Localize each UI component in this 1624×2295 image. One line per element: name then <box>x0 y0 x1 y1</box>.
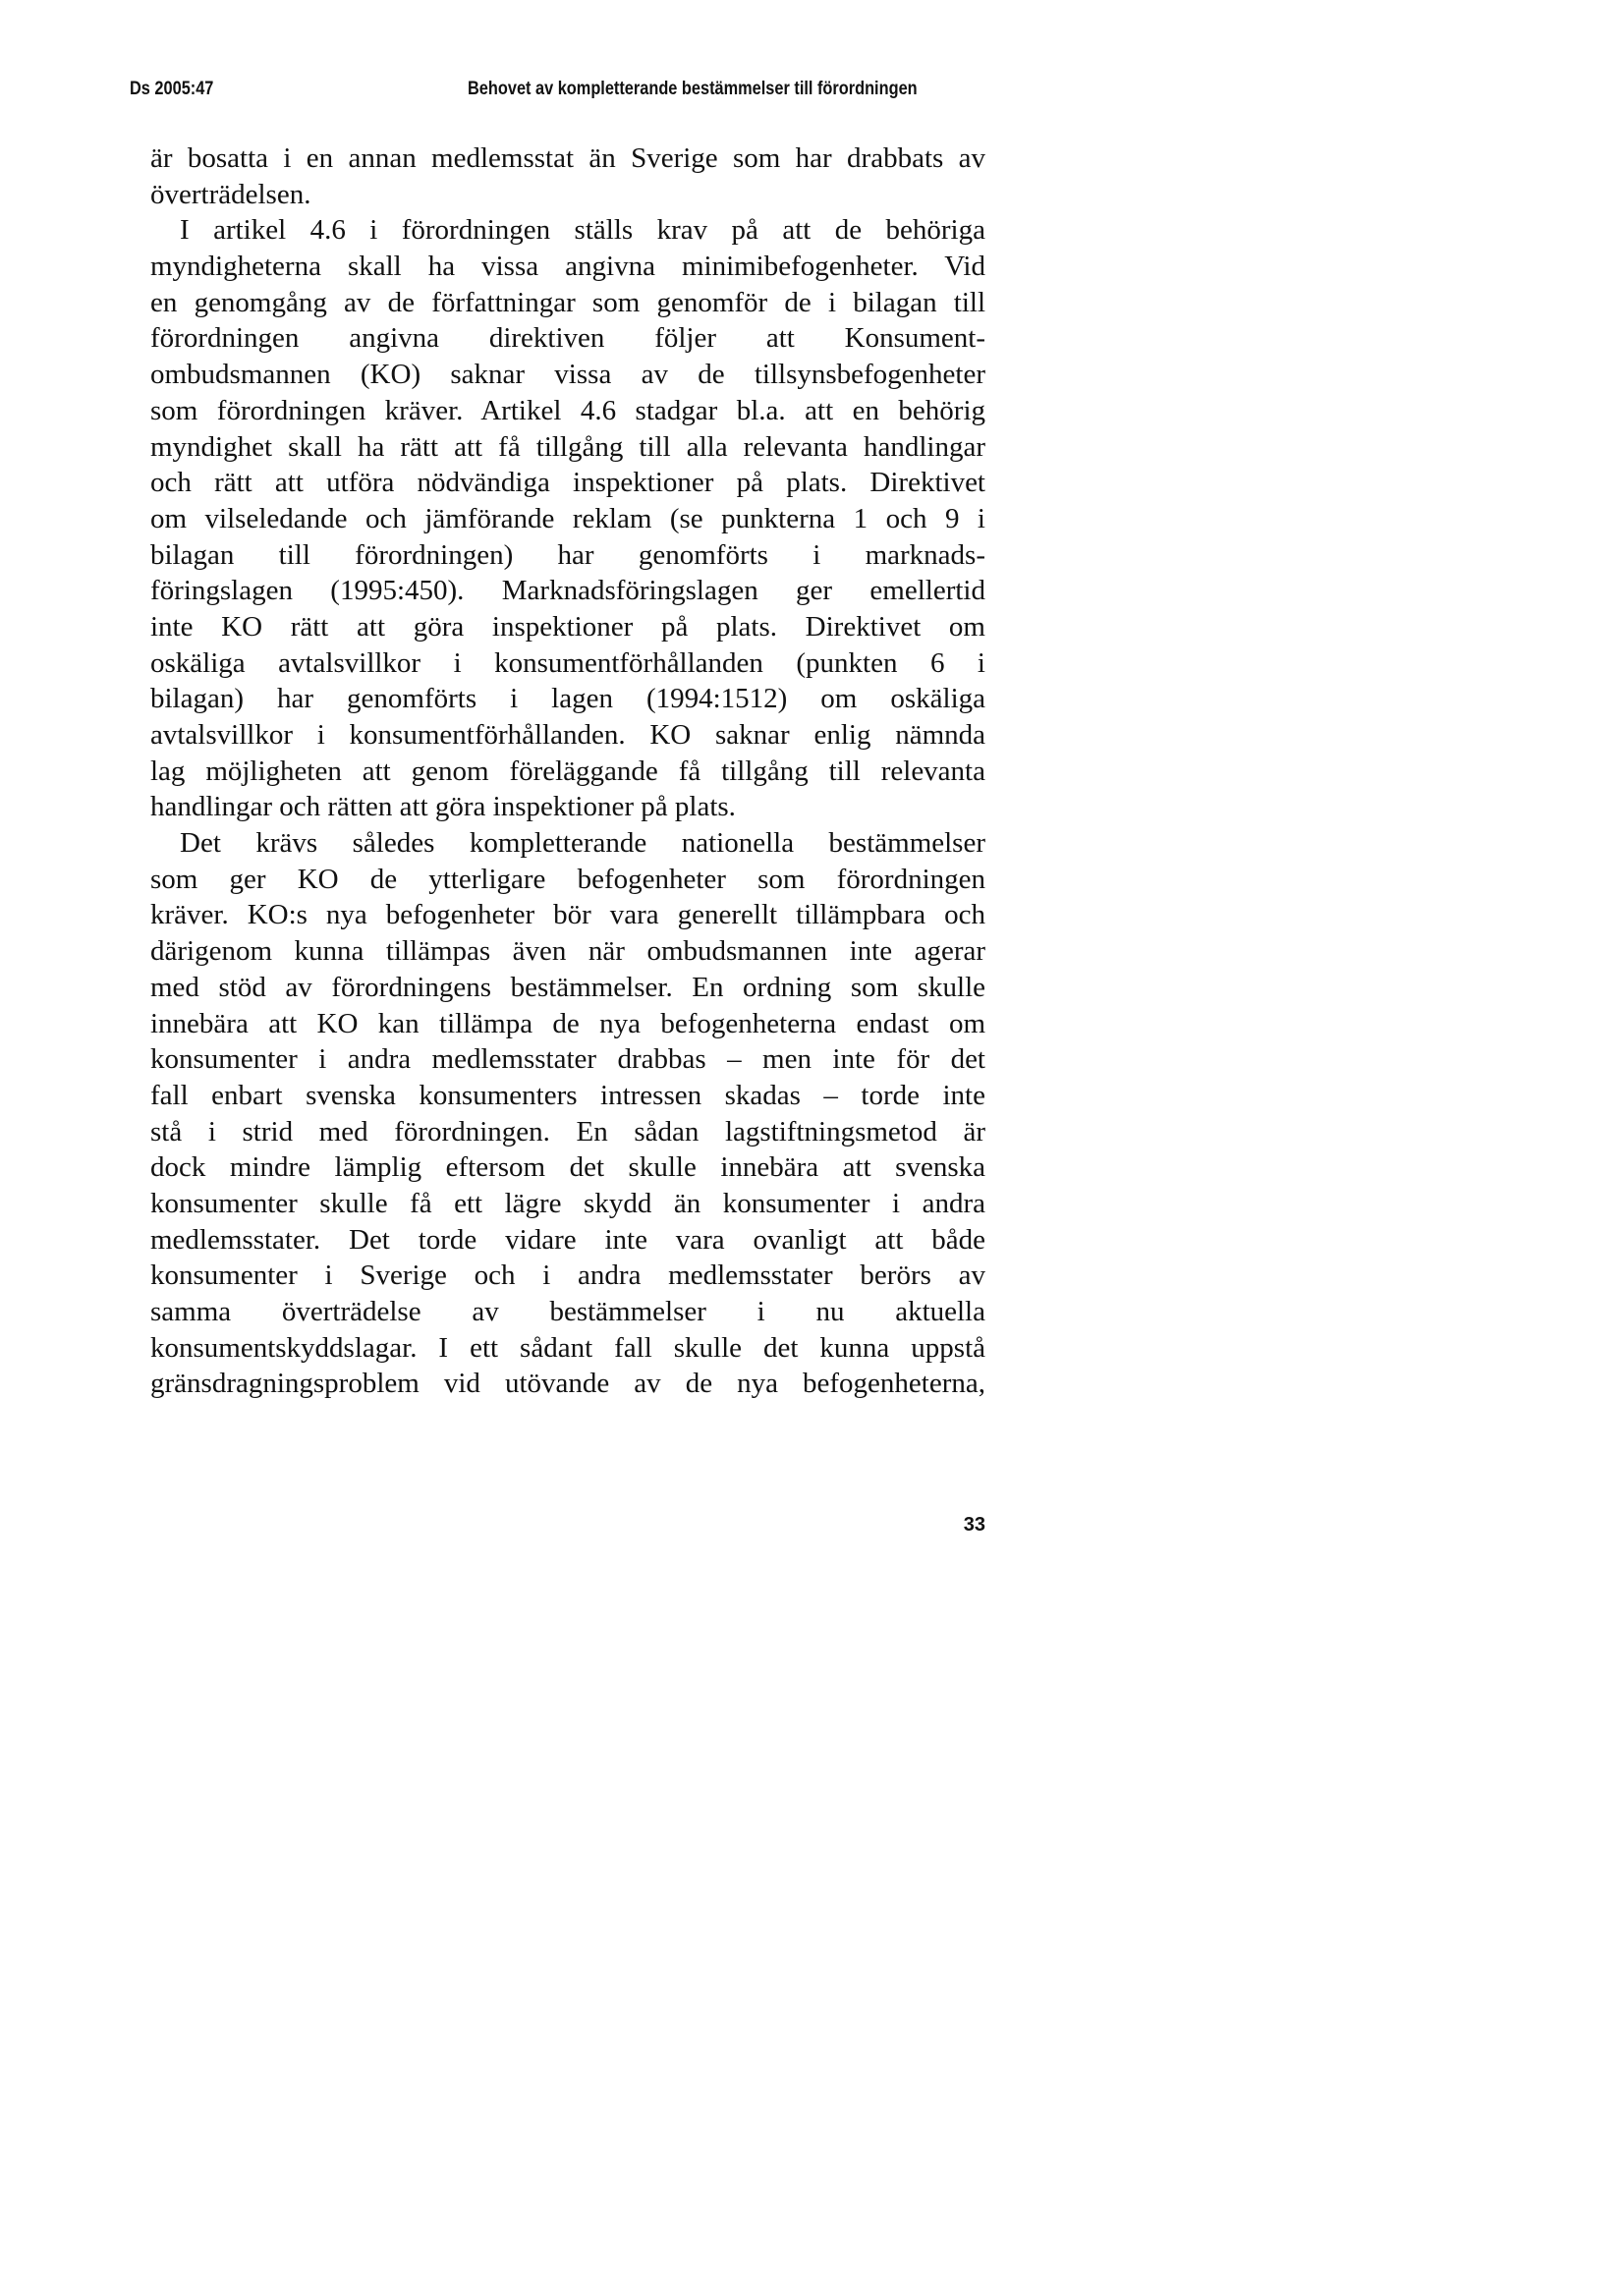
text-line: gränsdragningsproblem vid utövande av de nya befogenheterna, <box>150 1368 985 1400</box>
text-line: därigenom kunna tillämpas även när ombudsmannen inte agerar <box>150 935 985 968</box>
text-line: konsumenter skulle få ett lägre skydd än konsumenter i andra <box>150 1187 985 1219</box>
text-line: som förordningen kräver. Artikel 4.6 stadgar bl.a. att en behörig <box>150 394 985 426</box>
text-line: och rätt att utföra nödvändiga inspektioner på plats. Direktivet <box>150 467 985 499</box>
text-line: bilagan till förordningen) har genomförts i marknads- <box>150 538 985 571</box>
text-line: konsumenter i andra medlemsstater drabbas – men inte för det <box>150 1043 985 1076</box>
text-line: I artikel 4.6 i förordningen ställs krav på att de behöriga <box>180 214 985 247</box>
text-line: föringslagen (1995:450). Marknadsföringslagen ger emellertid <box>150 575 985 607</box>
text-line: som ger KO de ytterligare befogenheter som förordningen <box>150 863 985 895</box>
text-line: konsumenter i Sverige och i andra medlemsstater berörs av <box>150 1259 985 1292</box>
chapter-title: Behovet av kompletterande bestämmelser till förordningen <box>468 79 918 99</box>
text-line: med stöd av förordningens bestämmelser. En ordning som skulle <box>150 971 985 1003</box>
text-line: är bosatta i en annan medlemsstat än Sverige som har drabbats av <box>150 142 985 174</box>
text-line: dock mindre lämplig eftersom det skulle innebära att svenska <box>150 1151 985 1184</box>
running-header <box>130 79 944 108</box>
text-line: fall enbart svenska konsumenters intressen skadas – torde inte <box>150 1079 985 1111</box>
text-line: myndigheterna skall ha vissa angivna minimibefogenheter. Vid <box>150 251 985 283</box>
text-line: samma överträdelse av bestämmelser i nu aktuella <box>150 1296 985 1327</box>
text-line: bilagan) har genomförts i lagen (1994:1512) om oskäliga <box>150 683 985 715</box>
text-line: innebära att KO kan tillämpa de nya befogenheterna endast om <box>150 1007 985 1039</box>
text-line: avtalsvillkor i konsumentförhållanden. KO saknar enlig nämnda <box>150 719 985 751</box>
text-line: en genomgång av de författningar som genomför de i bilagan till <box>150 286 985 318</box>
text-line: ombudsmannen (KO) saknar vissa av de tillsynsbefogenheter <box>150 359 985 391</box>
text-line: stå i strid med förordningen. En sådan lagstiftningsmetod är <box>150 1115 985 1148</box>
text-line: konsumentskyddslagar. I ett sådant fall skulle det kunna uppstå <box>150 1331 985 1364</box>
text-line: myndighet skall ha rätt att få tillgång till alla relevanta handlingar <box>150 430 985 463</box>
text-line: handlingar och rätten att göra inspektioner på plats. <box>150 791 736 823</box>
text-line: lag möjligheten att genom föreläggande få tillgång till relevanta <box>150 755 985 787</box>
text-line: kräver. KO:s nya befogenheter bör vara generellt tillämpbara och <box>150 899 985 931</box>
text-line: överträdelsen. <box>150 178 311 210</box>
text-line: inte KO rätt att göra inspektioner på plats. Direktivet om <box>150 610 985 643</box>
text-line: Det krävs således kompletterande nationella bestämmelser <box>180 827 985 860</box>
page-number: 33 <box>963 1514 985 1536</box>
document-id: Ds 2005:47 <box>130 79 214 99</box>
text-line: oskäliga avtalsvillkor i konsumentförhållanden (punkten 6 i <box>150 646 985 679</box>
text-line: medlemsstater. Det torde vidare inte vara ovanligt att både <box>150 1223 985 1256</box>
text-line: förordningen angivna direktiven följer att Konsument- <box>150 322 985 355</box>
body-text <box>150 140 985 1402</box>
text-line: om vilseledande och jämförande reklam (se punkterna 1 och 9 i <box>150 502 985 534</box>
